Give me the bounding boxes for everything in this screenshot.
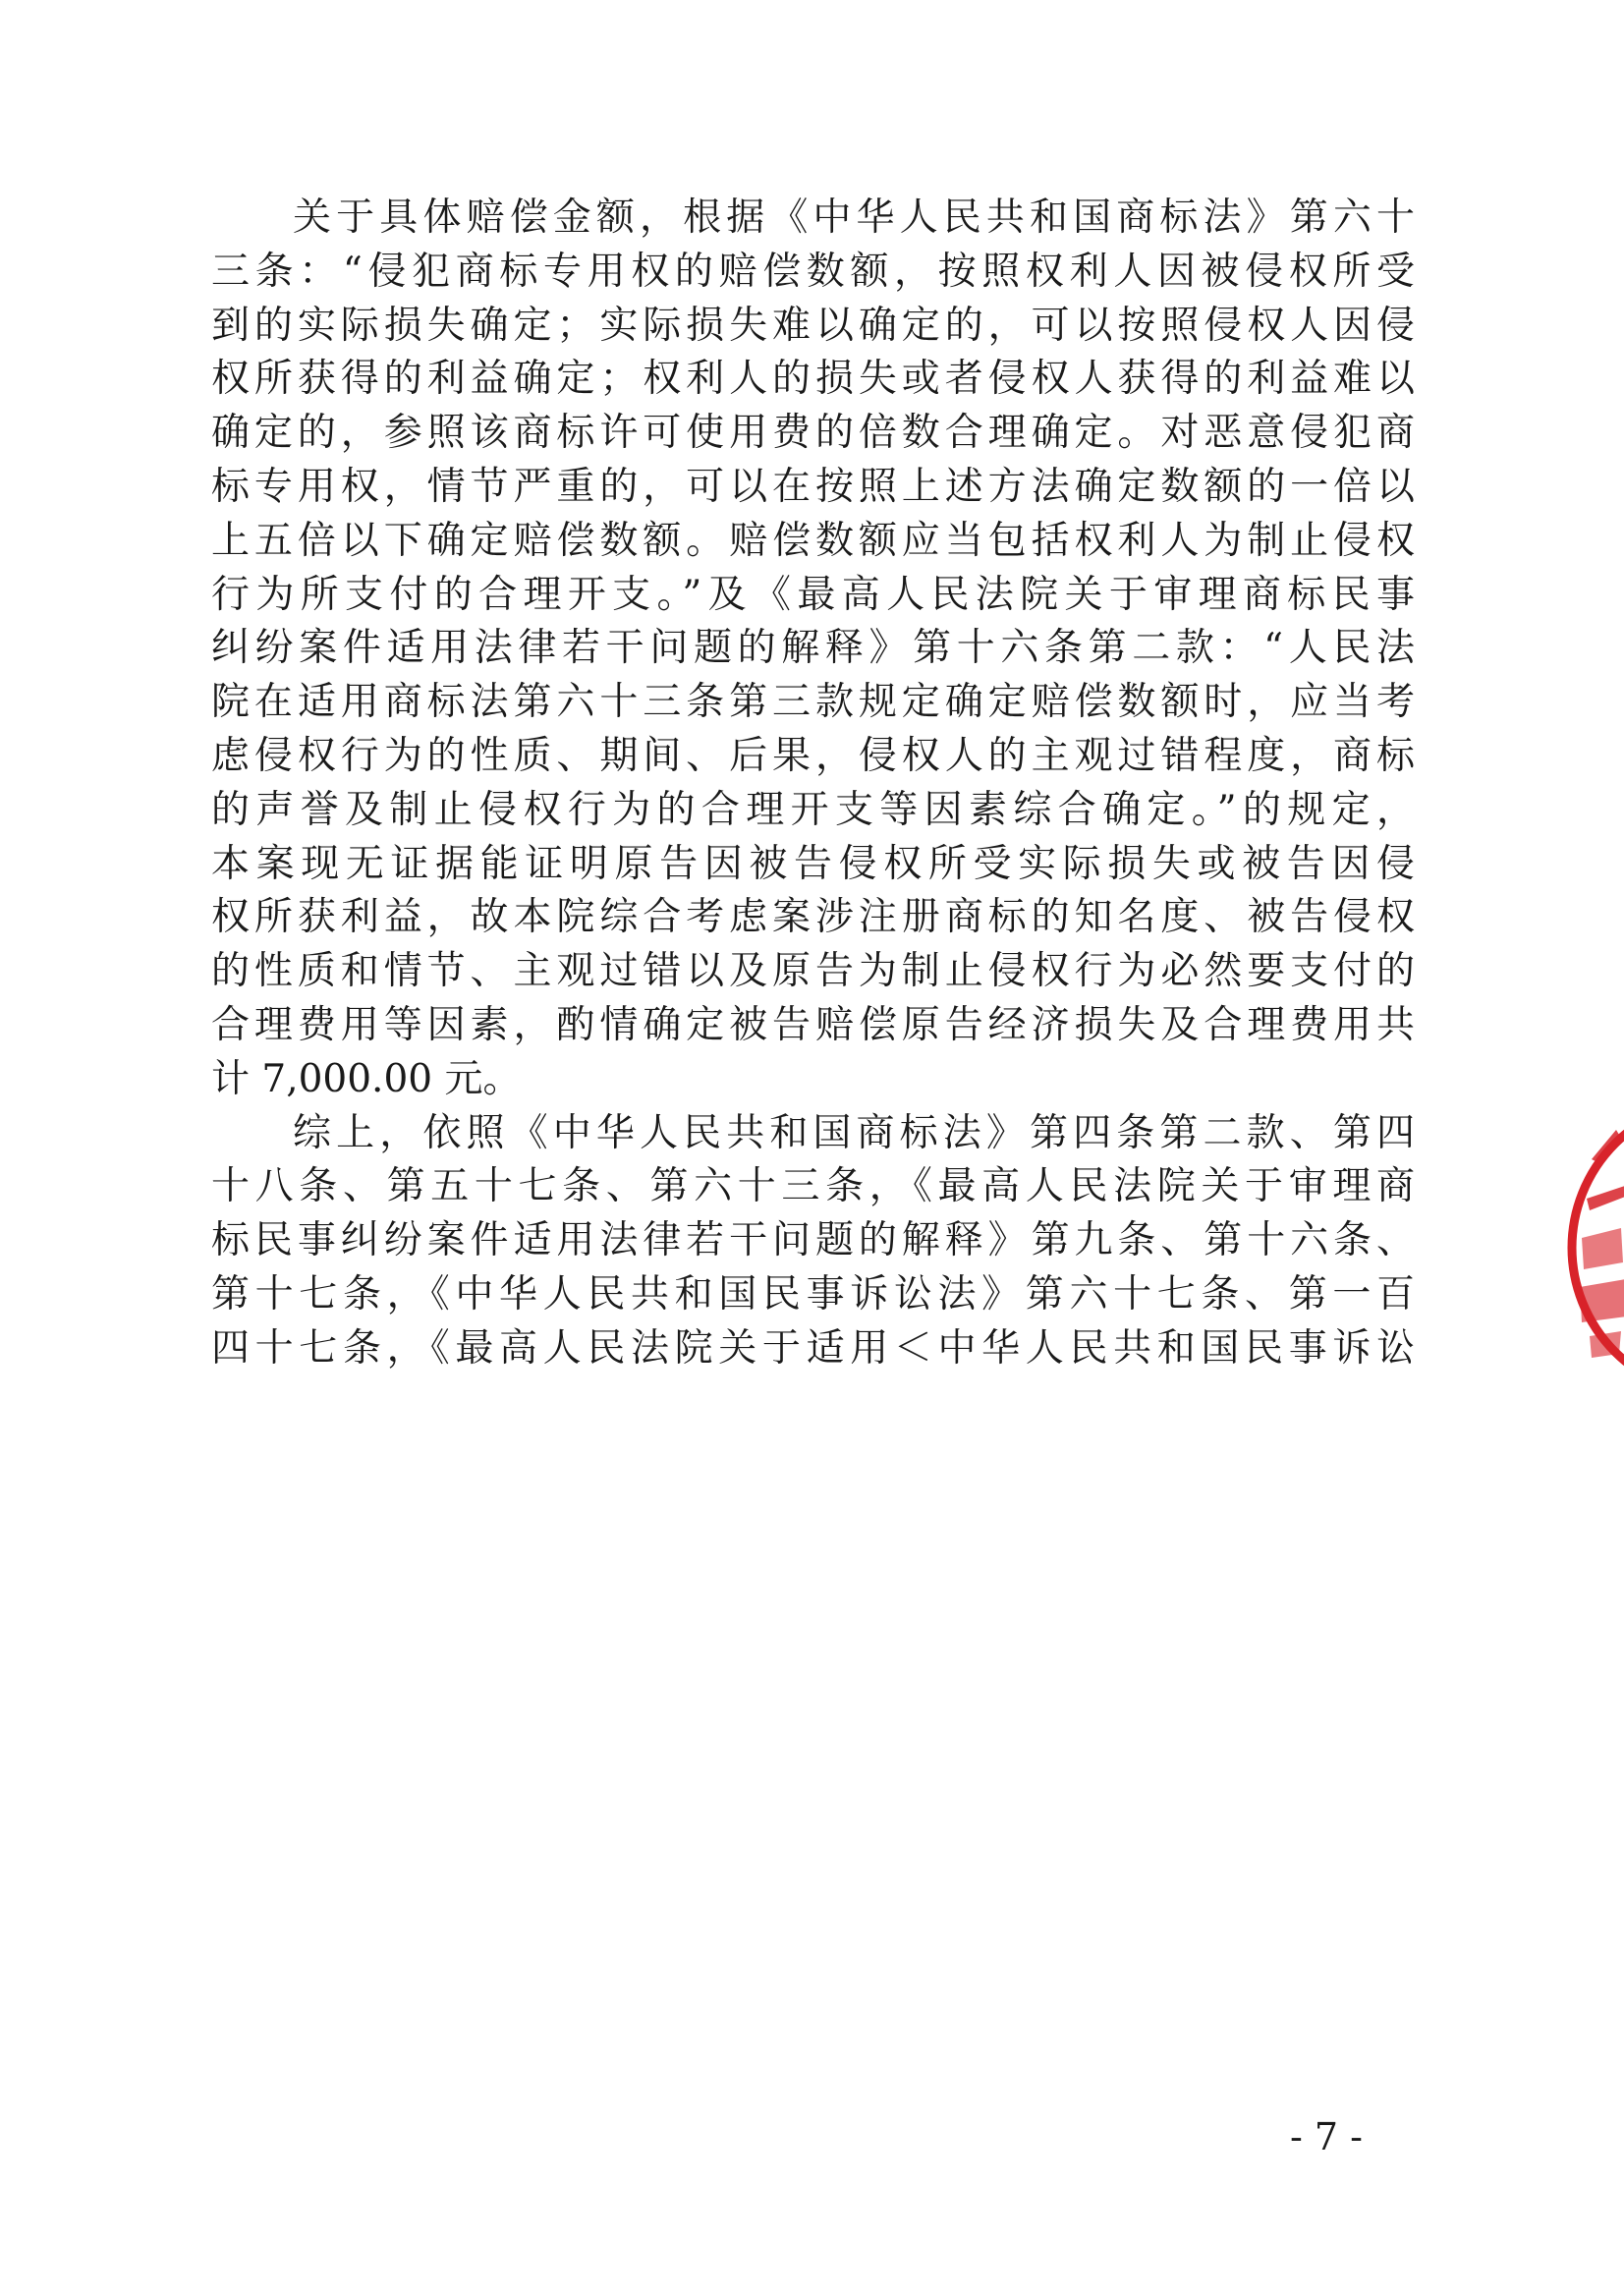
text-line: 合理费用等因素，酌情确定被告赔偿原告经济损失及合理费用共 <box>211 1003 1415 1047</box>
text-line: 关于具体赔偿金额，根据《中华人民共和国商标法》第六十 <box>293 196 1415 240</box>
text-line: 标专用权，情节严重的，可以在按照上述方法确定数额的一倍以 <box>211 465 1415 509</box>
text-line: 确定的，参照该商标许可使用费的倍数合理确定。对恶意侵犯商 <box>211 411 1415 456</box>
text-line: 四十七条，《最高人民法院关于适用＜中华人民共和国民事诉讼 <box>211 1325 1415 1371</box>
text-line: 本案现无证据能证明原告因被告侵权所受实际损失或被告因侵 <box>211 841 1415 886</box>
text-line: 的声誉及制止侵权行为的合理开支等因素综合确定。”的规定， <box>211 787 1415 832</box>
text-line: 的性质和情节、主观过错以及原告为制止侵权行为必然要支付的 <box>211 949 1415 994</box>
text-line: 虑侵权行为的性质、期间、后果，侵权人的主观过错程度，商标 <box>211 734 1415 778</box>
text-line: 上五倍以下确定赔偿数额。赔偿数额应当包括权利人为制止侵权 <box>211 518 1415 563</box>
text-line: 权所获得的利益确定；权利人的损失或者侵权人获得的利益难以 <box>211 357 1415 402</box>
text-line: 纠纷案件适用法律若干问题的解释》第十六条第二款：“人民法 <box>211 626 1415 671</box>
page-number: - 7 - <box>1289 2115 1363 2158</box>
text-line: 标民事纠纷案件适用法律若干问题的解释》第九条、第十六条、 <box>211 1218 1415 1263</box>
text-line: 行为所支付的合理开支。”及《最高人民法院关于审理商标民事 <box>211 572 1415 617</box>
text-line: 三条：“侵犯商标专用权的赔偿数额，按照权利人因被侵权所受 <box>211 249 1415 294</box>
text-line: 第十七条，《中华人民共和国民事诉讼法》第六十七条、第一百 <box>211 1272 1415 1316</box>
text-line: 院在适用商标法第六十三条第三款规定确定赔偿数额时，应当考 <box>211 680 1415 725</box>
text-line: 到的实际损失确定；实际损失难以确定的，可以按照侵权人因侵 <box>211 303 1415 348</box>
text-line: 权所获利益，故本院综合考虑案涉注册商标的知名度、被告侵权 <box>211 895 1415 940</box>
text-line: 计 7,000.00 元。 <box>211 1056 522 1101</box>
court-seal-stamp <box>1562 1091 1624 1405</box>
text-line: 十八条、第五十七条、第六十三条，《最高人民法院关于审理商 <box>211 1164 1415 1209</box>
text-line: 综上，依照《中华人民共和国商标法》第四条第二款、第四 <box>293 1110 1415 1155</box>
